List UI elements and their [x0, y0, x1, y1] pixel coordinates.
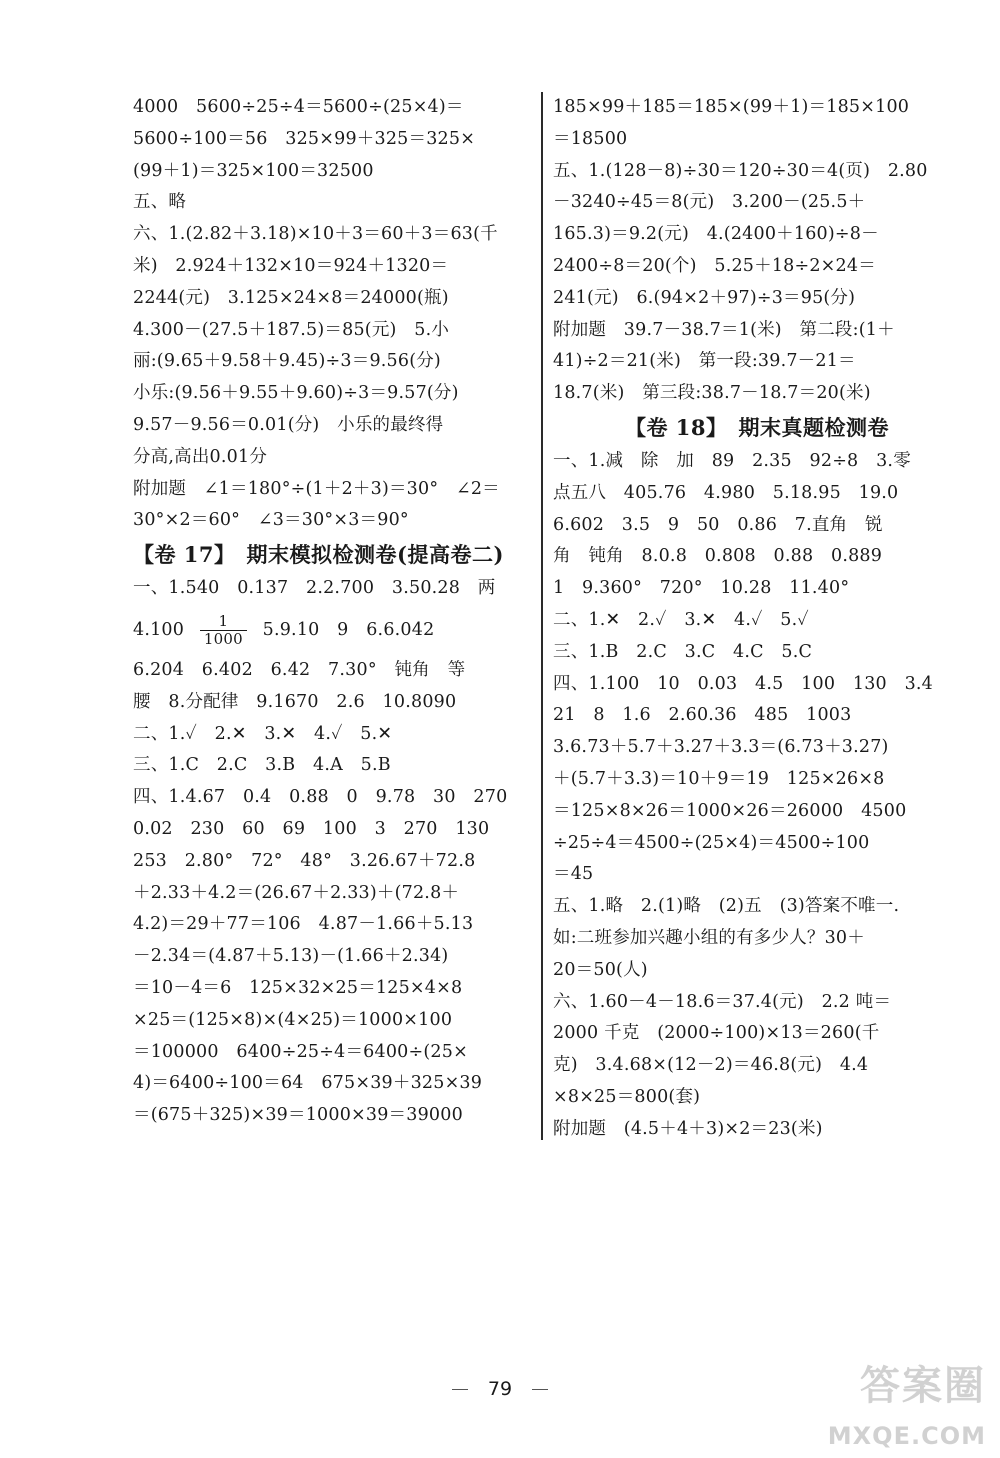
answer-line: 5600÷100＝56 325×99＋325＝325× — [133, 128, 476, 149]
left-column — [133, 92, 533, 1132]
answer-text: 5.9.10 9 6.6.042 — [262, 619, 435, 640]
fraction-numerator: 1 — [200, 613, 247, 631]
answer-line: ＝45 — [553, 864, 594, 885]
answer-line: 分高,高出0.01分 — [133, 446, 268, 467]
page-number-dash — [532, 1389, 548, 1390]
answer-line: ＋(5.7＋3.3)＝10＋9＝19 125×26×8 — [553, 768, 885, 789]
answer-line: 克) 3.4.68×(12－2)＝46.8(元) 4.4 — [553, 1055, 869, 1076]
answer-line: 三、1.C 2.C 3.B 4.A 5.B — [133, 755, 391, 776]
watermark — [776, 1354, 986, 1450]
answer-line: 2000 千克 (2000÷100)×13＝260(千 — [553, 1023, 880, 1044]
answer-line: 二、1.✕ 2.✓ 3.✕ 4.✓ 5.✓ — [553, 609, 809, 630]
answer-line: 一、1.540 0.137 2.2.700 3.50.28 两 — [133, 578, 496, 599]
left-answers-bottom — [133, 655, 533, 1132]
answer-line: 9.57－9.56＝0.01(分) 小乐的最终得 — [133, 414, 444, 435]
watermark-url: MXQE.COM — [827, 1422, 986, 1450]
fraction-denominator: 1000 — [203, 629, 243, 648]
answer-line: 一、1.减 除 加 89 2.35 92÷8 3.零 — [553, 450, 911, 471]
right-answers-bottom — [553, 446, 961, 1146]
answer-line: 165.3)＝9.2(元) 4.(2400＋160)÷8－ — [553, 224, 879, 245]
answer-line: 241(元) 6.(94×2＋97)÷3＝95(分) — [553, 287, 856, 308]
answer-line: 米) 2.924＋132×10＝924＋1320＝ — [133, 255, 449, 276]
answer-line: 6.602 3.5 9 50 0.86 7.直角 锐 — [553, 514, 883, 535]
answer-line: 腰 8.分配律 9.1670 2.6 10.8090 — [133, 691, 457, 712]
answer-line: 253 2.80° 72° 48° 3.26.67＋72.8 — [133, 850, 476, 871]
answer-line: 41)÷2＝21(米) 第一段:39.7－21＝ — [553, 351, 856, 372]
column-divider — [541, 92, 543, 1140]
answer-line: 3.6.73＋5.7＋3.27＋3.3＝(6.73＋3.27) — [553, 737, 889, 758]
answer-line-fraction — [133, 605, 533, 655]
answer-line: 2400÷8＝20(个) 5.25＋18÷2×24＝ — [553, 255, 876, 276]
answer-line: 丽:(9.65＋9.58＋9.45)÷3＝9.56(分) — [133, 351, 441, 372]
section-title-18: 【卷 18】 期末真题检测卷 — [624, 414, 890, 440]
answer-line: 六、1.60－4－18.6＝37.4(元) 2.2 吨＝ — [553, 991, 892, 1012]
answer-line: 30°×2＝60° ∠3＝30°×3＝90° — [133, 510, 409, 531]
answer-line: ＝100000 6400÷25÷4＝6400÷(25× — [133, 1041, 468, 1062]
answer-line: 0.02 230 60 69 100 3 270 130 — [133, 818, 490, 839]
answer-text: 4.100 — [133, 619, 185, 640]
answer-line: 五、1.略 2.(1)略 (2)五 (3)答案不唯一. — [553, 896, 900, 917]
answer-line: 三、1.B 2.C 3.C 4.C 5.C — [553, 641, 813, 662]
answer-line: 4000 5600÷25÷4＝5600÷(25×4)＝ — [133, 97, 464, 117]
answer-line: 2244(元) 3.125×24×8＝24000(瓶) — [133, 287, 449, 308]
answer-line: 四、1.4.67 0.4 0.88 0 9.78 30 270 — [133, 787, 508, 808]
answer-line: 二、1.✓ 2.✕ 3.✕ 4.✓ 5.✕ — [133, 723, 393, 744]
answer-line: ＝(675＋325)×39＝1000×39＝39000 — [133, 1105, 463, 1126]
answer-line: 附加题 (4.5＋4＋3)×2＝23(米) — [553, 1118, 823, 1139]
answer-line: ÷25÷4＝4500÷(25×4)＝4500÷100 — [553, 832, 870, 853]
answer-line: 角 钝角 8.0.8 0.808 0.88 0.889 — [553, 546, 883, 567]
answer-line: 1 9.360° 720° 10.28 11.40° — [553, 578, 850, 599]
answer-line: 21 8 1.6 2.60.36 485 1003 — [553, 705, 852, 726]
answer-line: 18.7(米) 第三段:38.7－18.7＝20(米) — [553, 383, 871, 404]
page-number-dash — [452, 1389, 468, 1390]
answer-line: ×8×25＝800(套) — [553, 1086, 701, 1107]
answer-line: 四、1.100 10 0.03 4.5 100 130 3.4 — [553, 673, 933, 694]
answer-line: ＋2.33＋4.2＝(26.67＋2.33)＋(72.8＋ — [133, 882, 460, 903]
answer-line: 附加题 39.7－38.7＝1(米) 第二段:(1＋ — [553, 319, 895, 340]
answer-line: 20＝50(人) — [553, 959, 648, 980]
answer-line: 点五八 405.76 4.980 5.18.95 19.0 — [553, 482, 899, 503]
answer-line: －2.34＝(4.87＋5.13)－(1.66＋2.34) — [133, 946, 449, 967]
answer-line: ＝18500 — [553, 128, 628, 149]
answer-line: 五、略 — [133, 192, 187, 213]
answer-line: 如:二班参加兴趣小组的有多少人？30＋ — [553, 927, 865, 948]
answer-line: ＝125×8×26＝1000×26＝26000 4500 — [553, 800, 907, 821]
page-number-text: 79 — [487, 1378, 513, 1400]
answer-line: 4)＝6400÷100＝64 675×39＋325×39 — [133, 1073, 483, 1094]
answer-line: ×25＝(125×8)×(4×25)＝1000×100 — [133, 1009, 453, 1030]
answer-line: 六、1.(2.82＋3.18)×10＋3＝60＋3＝63(千 — [133, 224, 498, 245]
fraction — [200, 613, 247, 648]
watermark-logo: 答案圈 — [860, 1363, 986, 1409]
answer-line: 附加题 ∠1＝180°÷(1＋2＋3)＝30° ∠2＝ — [133, 478, 500, 499]
answer-line: (99＋1)＝325×100＝32500 — [133, 160, 374, 181]
answer-line: 小乐:(9.56＋9.55＋9.60)÷3＝9.57(分) — [133, 383, 459, 404]
left-answers-top — [133, 92, 533, 537]
answer-line: ＝10－4＝6 125×32×25＝125×4×8 — [133, 977, 463, 998]
answer-line: 五、1.(128－8)÷30＝120÷30＝4(页) 2.80 — [553, 160, 928, 181]
answer-line: 185×99＋185＝185×(99＋1)＝185×100 — [553, 97, 910, 117]
answer-line: 4.2)＝29＋77＝106 4.87－1.66＋5.13 — [133, 914, 474, 935]
answer-line: －3240÷45＝8(元) 3.200－(25.5＋ — [553, 192, 866, 213]
right-answers-top — [553, 92, 961, 410]
answer-line: 4.300－(27.5＋187.5)＝85(元) 5.小 — [133, 319, 450, 340]
answer-line: 6.204 6.402 6.42 7.30° 钝角 等 — [133, 659, 466, 680]
section-title-17: 【卷 17】 期末模拟检测卷(提高卷二) — [133, 542, 504, 568]
right-column — [553, 92, 961, 1146]
